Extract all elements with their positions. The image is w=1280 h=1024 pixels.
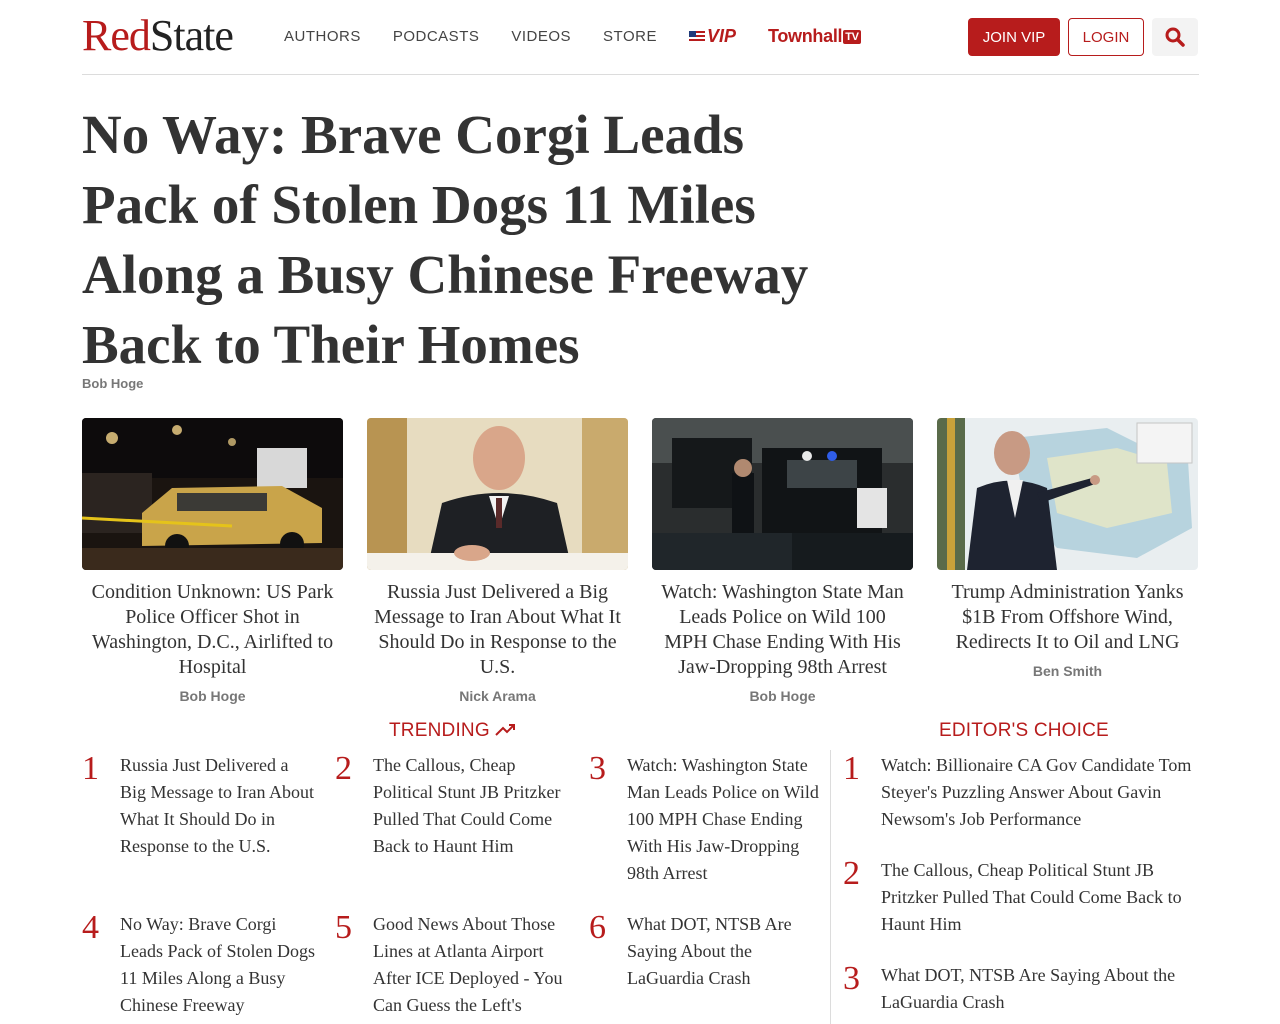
trending-item-title[interactable]: Russia Just Delivered a Big Message to Iran About What It Should Do in Response to the U.S. — [120, 755, 314, 856]
logo-dark-part: State — [149, 11, 233, 60]
card-title[interactable]: Russia Just Delivered a Big Message to Iran About What It Should Do in Response to the U.S. — [374, 581, 621, 678]
trending-item-title[interactable]: Watch: Washington State Man Leads Police on Wild 100 MPH Chase Ending With His Jaw-Dropping 98th Arrest — [627, 755, 819, 883]
flag-icon — [689, 31, 705, 42]
rank-number: 1 — [843, 750, 860, 787]
rank-number: 3 — [589, 750, 606, 787]
trending-item-title[interactable]: Good News About Those Lines at Atlanta Airport After ICE Deployed - You Can Guess the Left's — [373, 914, 563, 1015]
card-title[interactable]: Trump Administration Yanks $1B From Offshore Wind, Redirects It to Oil and LNG — [951, 581, 1184, 653]
search-button[interactable] — [1152, 18, 1198, 56]
trending-heading[interactable] — [389, 720, 517, 742]
editors-choice-item-title[interactable]: What DOT, NTSB Are Saying About the LaGuardia Crash — [881, 965, 1176, 1012]
join-vip-button[interactable]: JOIN VIP — [968, 18, 1060, 56]
rank-number: 2 — [335, 750, 352, 787]
lead-author[interactable]: Bob Hoge — [82, 376, 144, 391]
card-author[interactable]: Bob Hoge — [749, 688, 816, 704]
trending-item-title[interactable]: What DOT, NTSB Are Saying About the LaGuardia Crash — [627, 914, 792, 988]
card-author[interactable]: Ben Smith — [1032, 663, 1103, 679]
rank-number: 4 — [82, 909, 99, 946]
lead-headline[interactable]: No Way: Brave Corgi Leads Pack of Stolen Dogs 11 Miles Along a Busy Chinese Freeway Back to Their Homes — [82, 104, 809, 375]
nav-podcasts[interactable]: PODCASTS — [392, 28, 480, 45]
logo-red-part: Red — [82, 11, 150, 60]
trending-up-icon — [495, 723, 517, 737]
card-author[interactable]: Bob Hoge — [179, 688, 246, 704]
article-card[interactable] — [82, 418, 343, 704]
nav-townhall-tv[interactable] — [768, 26, 861, 47]
card-title[interactable]: Condition Unknown: US Park Police Officer Shot in Washington, D.C., Airlifted to Hospital — [91, 581, 334, 678]
nav-store[interactable]: STORE — [603, 28, 657, 45]
editors-choice-heading[interactable]: EDITOR'S CHOICE — [939, 720, 1109, 741]
card-image-arrest[interactable] — [652, 418, 913, 570]
editors-choice-item-title[interactable]: The Callous, Cheap Political Stunt JB Pritzker Pulled That Could Come Back to Haunt Him — [881, 860, 1182, 934]
nav-vip[interactable] — [689, 26, 736, 47]
trending-item-title[interactable]: No Way: Brave Corgi Leads Pack of Stolen Dogs 11 Miles Along a Busy Chinese Freeway — [120, 914, 315, 1015]
trending-title: TRENDING — [389, 720, 490, 741]
trending-item-title[interactable]: The Callous, Cheap Political Stunt JB Pritzker Pulled That Could Come Back to Haunt Him — [373, 755, 561, 856]
rank-number: 5 — [335, 909, 352, 946]
nav-videos[interactable]: VIDEOS — [511, 28, 572, 45]
article-card[interactable] — [652, 418, 913, 704]
tv-badge: TV — [845, 30, 859, 43]
main-nav — [284, 26, 861, 47]
rank-number: 2 — [843, 855, 860, 892]
card-image-putin[interactable] — [367, 418, 628, 570]
featured-cards — [82, 418, 1199, 708]
article-card[interactable] — [937, 418, 1198, 679]
nav-authors[interactable]: AUTHORS — [284, 28, 361, 45]
card-author[interactable]: Nick Arama — [459, 688, 536, 704]
townhall-label: Townhall — [767, 26, 843, 46]
rank-number: 6 — [589, 909, 606, 946]
column-divider — [830, 750, 831, 1024]
card-image-alaska-map[interactable] — [937, 418, 1198, 570]
editors-choice-item-title[interactable]: Watch: Billionaire CA Gov Candidate Tom Steyer's Puzzling Answer About Gavin Newsom's Job Performance — [881, 755, 1192, 829]
site-logo[interactable] — [82, 12, 233, 60]
card-image-police-scene[interactable] — [82, 418, 343, 570]
site-header — [82, 0, 1199, 75]
article-card[interactable] — [367, 418, 628, 704]
card-title[interactable]: Watch: Washington State Man Leads Police on Wild 100 MPH Chase Ending With His Jaw-Dropping 98th Arrest — [661, 581, 904, 678]
login-button[interactable]: LOGIN — [1068, 18, 1144, 56]
search-icon — [1165, 27, 1185, 47]
rank-number: 3 — [843, 960, 860, 997]
rank-number: 1 — [82, 750, 99, 787]
vip-label: VIP — [706, 26, 736, 46]
